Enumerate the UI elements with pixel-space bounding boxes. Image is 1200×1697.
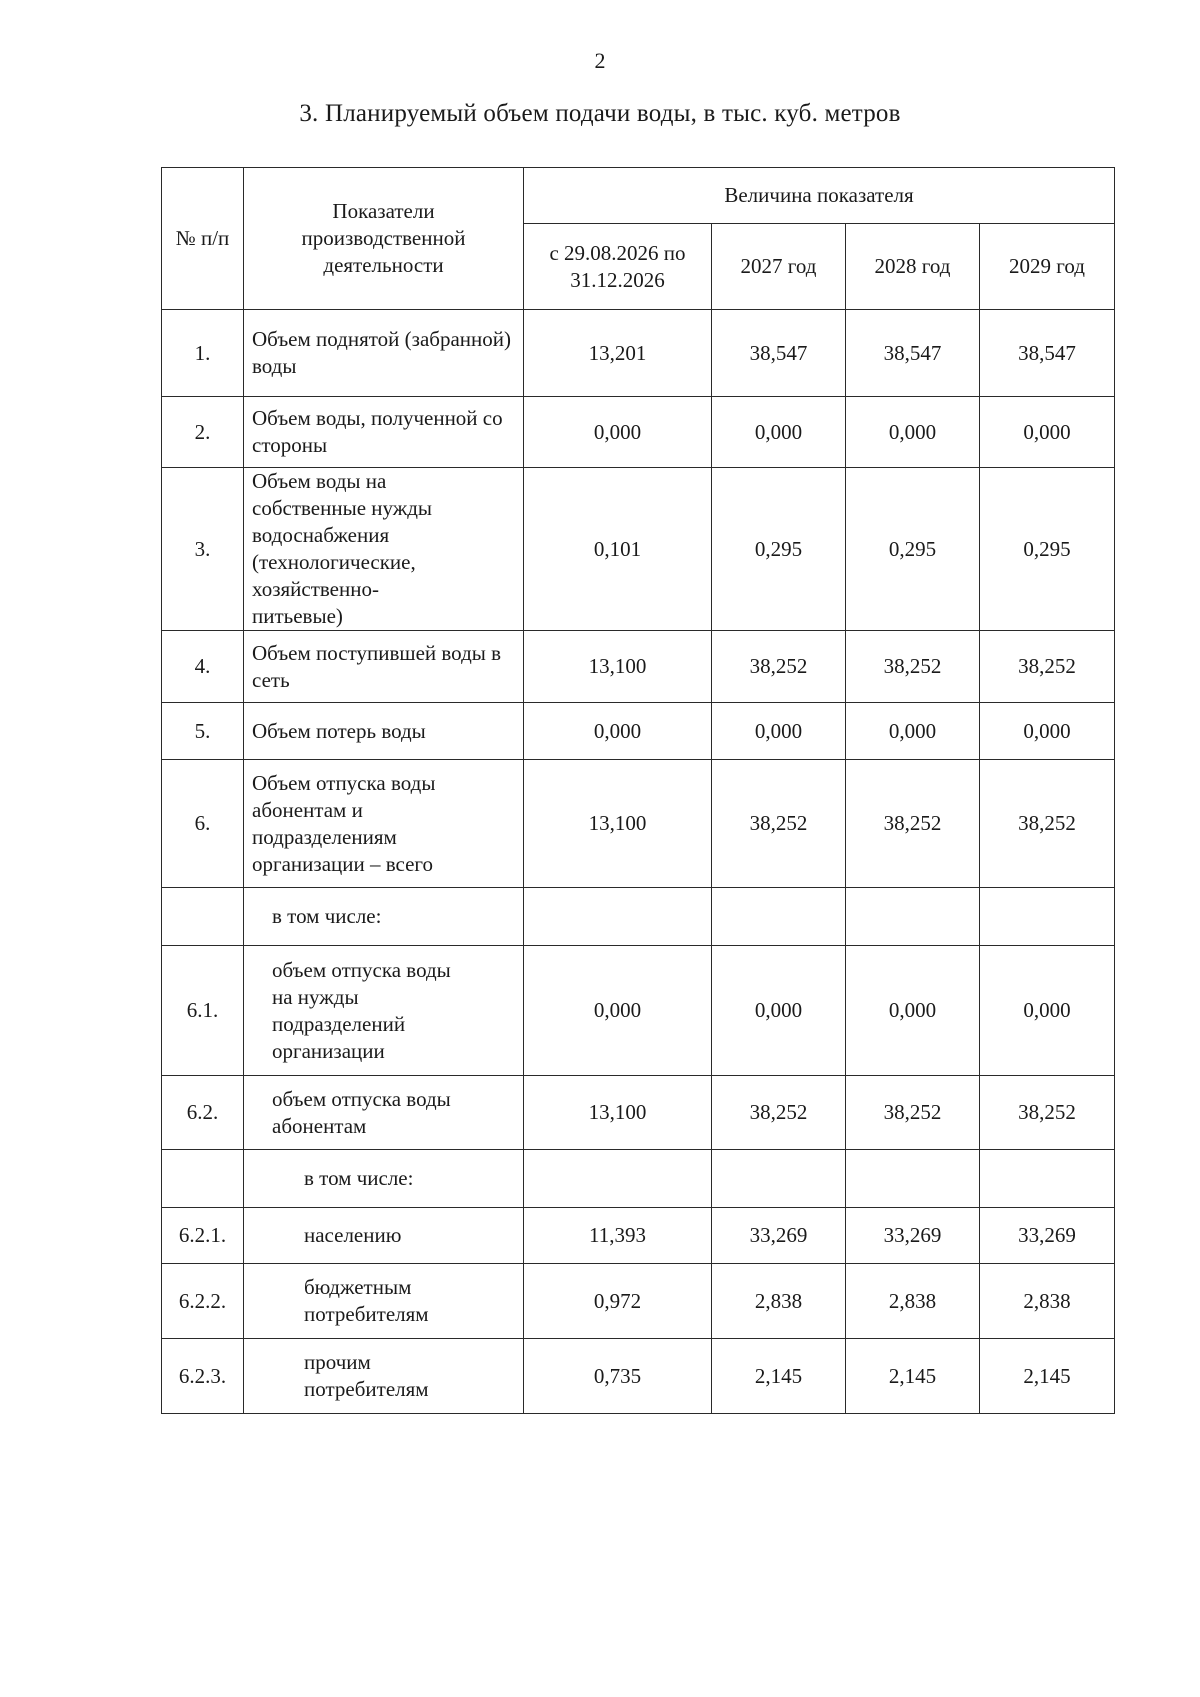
- value-cell: 38,252: [846, 631, 980, 703]
- indicator-name: населению: [244, 1208, 524, 1264]
- indicator-name: прочим потребителям: [244, 1339, 524, 1414]
- value-cell: 0,000: [524, 946, 712, 1076]
- value-cell: 13,100: [524, 760, 712, 888]
- value-cell: [524, 1150, 712, 1208]
- value-cell: 38,252: [846, 760, 980, 888]
- value-cell: 2,145: [846, 1339, 980, 1414]
- table-row: [162, 888, 1115, 946]
- column-header-period-2028: 2028 год: [846, 224, 980, 310]
- indicator-name: Объем потерь воды: [244, 703, 524, 760]
- value-cell: 0,735: [524, 1339, 712, 1414]
- column-header-number: № п/п: [162, 168, 244, 310]
- column-header-period-2029: 2029 год: [980, 224, 1115, 310]
- indicator-name: Объем воды, полученной со стороны: [244, 397, 524, 468]
- value-cell: 38,252: [712, 760, 846, 888]
- value-cell: 0,000: [712, 397, 846, 468]
- table-row: [162, 1208, 1115, 1264]
- value-cell: 33,269: [846, 1208, 980, 1264]
- value-cell: 11,393: [524, 1208, 712, 1264]
- column-group-header-values: Величина показателя: [524, 168, 1115, 224]
- value-cell: 2,145: [980, 1339, 1115, 1414]
- value-cell: 33,269: [712, 1208, 846, 1264]
- value-cell: 2,838: [980, 1264, 1115, 1339]
- value-cell: 38,252: [980, 760, 1115, 888]
- indicator-name: объем отпуска воды абонентам: [244, 1076, 524, 1150]
- row-number: [162, 888, 244, 946]
- row-number: 4.: [162, 631, 244, 703]
- value-cell: [712, 1150, 846, 1208]
- page-number: 2: [594, 48, 606, 73]
- row-number: 6.2.3.: [162, 1339, 244, 1414]
- value-cell: 38,252: [846, 1076, 980, 1150]
- value-cell: 2,838: [846, 1264, 980, 1339]
- table-row: [162, 1264, 1115, 1339]
- row-number: 2.: [162, 397, 244, 468]
- value-cell: 38,252: [712, 1076, 846, 1150]
- table-row: [162, 1150, 1115, 1208]
- value-cell: 2,145: [712, 1339, 846, 1414]
- value-cell: 0,000: [712, 946, 846, 1076]
- value-cell: 0,101: [524, 468, 712, 631]
- water-volume-table: [161, 167, 1115, 1414]
- row-number: 3.: [162, 468, 244, 631]
- indicator-name: Объем поступившей воды в сеть: [244, 631, 524, 703]
- indicator-name: Объем поднятой (забранной) воды: [244, 310, 524, 397]
- indicator-name: Объем отпуска воды абонентам и подразделениям организации – всего: [244, 760, 524, 888]
- value-cell: 0,000: [980, 703, 1115, 760]
- value-cell: 38,547: [712, 310, 846, 397]
- column-header-period-2027: 2027 год: [712, 224, 846, 310]
- value-cell: 0,295: [712, 468, 846, 631]
- value-cell: [846, 888, 980, 946]
- value-cell: 0,000: [980, 397, 1115, 468]
- row-number: 1.: [162, 310, 244, 397]
- value-cell: 38,252: [712, 631, 846, 703]
- subheading-including: в том числе:: [244, 888, 524, 946]
- value-cell: 0,000: [846, 946, 980, 1076]
- value-cell: 0,000: [846, 703, 980, 760]
- value-cell: 13,201: [524, 310, 712, 397]
- indicator-name: Объем воды на собственные нужды водоснабжения (технологические, хозяйственно-питьевые): [244, 468, 524, 631]
- row-number: 6.: [162, 760, 244, 888]
- table-row: [162, 946, 1115, 1076]
- value-cell: 38,252: [980, 1076, 1115, 1150]
- value-cell: 0,000: [846, 397, 980, 468]
- table-row: [162, 760, 1115, 888]
- document-title: 3. Планируемый объем подачи воды, в тыс. куб. метров: [299, 100, 901, 127]
- row-number: 6.2.: [162, 1076, 244, 1150]
- value-cell: 13,100: [524, 1076, 712, 1150]
- row-number: [162, 1150, 244, 1208]
- row-number: 6.2.1.: [162, 1208, 244, 1264]
- table-row: [162, 703, 1115, 760]
- value-cell: 38,547: [846, 310, 980, 397]
- table-row: [162, 310, 1115, 397]
- value-cell: 0,000: [980, 946, 1115, 1076]
- row-number: 6.2.2.: [162, 1264, 244, 1339]
- value-cell: 33,269: [980, 1208, 1115, 1264]
- column-header-indicators: Показатели производственной деятельности: [244, 168, 524, 310]
- value-cell: [712, 888, 846, 946]
- value-cell: 38,252: [980, 631, 1115, 703]
- table-row: [162, 468, 1115, 631]
- value-cell: 0,000: [524, 397, 712, 468]
- value-cell: 0,295: [846, 468, 980, 631]
- value-cell: 2,838: [712, 1264, 846, 1339]
- indicator-name: бюджетным потребителям: [244, 1264, 524, 1339]
- row-number: 5.: [162, 703, 244, 760]
- indicator-name: объем отпуска воды на нужды подразделений организации: [244, 946, 524, 1076]
- row-number: 6.1.: [162, 946, 244, 1076]
- value-cell: 0,000: [524, 703, 712, 760]
- value-cell: 0,000: [712, 703, 846, 760]
- table-row: [162, 397, 1115, 468]
- value-cell: [980, 888, 1115, 946]
- value-cell: 0,295: [980, 468, 1115, 631]
- value-cell: [846, 1150, 980, 1208]
- subheading-including: в том числе:: [244, 1150, 524, 1208]
- value-cell: 0,972: [524, 1264, 712, 1339]
- table-row: [162, 1339, 1115, 1414]
- table-row: [162, 631, 1115, 703]
- value-cell: [980, 1150, 1115, 1208]
- value-cell: 38,547: [980, 310, 1115, 397]
- value-cell: 13,100: [524, 631, 712, 703]
- table-row: [162, 1076, 1115, 1150]
- column-header-period-2026: с 29.08.2026 по 31.12.2026: [524, 224, 712, 310]
- value-cell: [524, 888, 712, 946]
